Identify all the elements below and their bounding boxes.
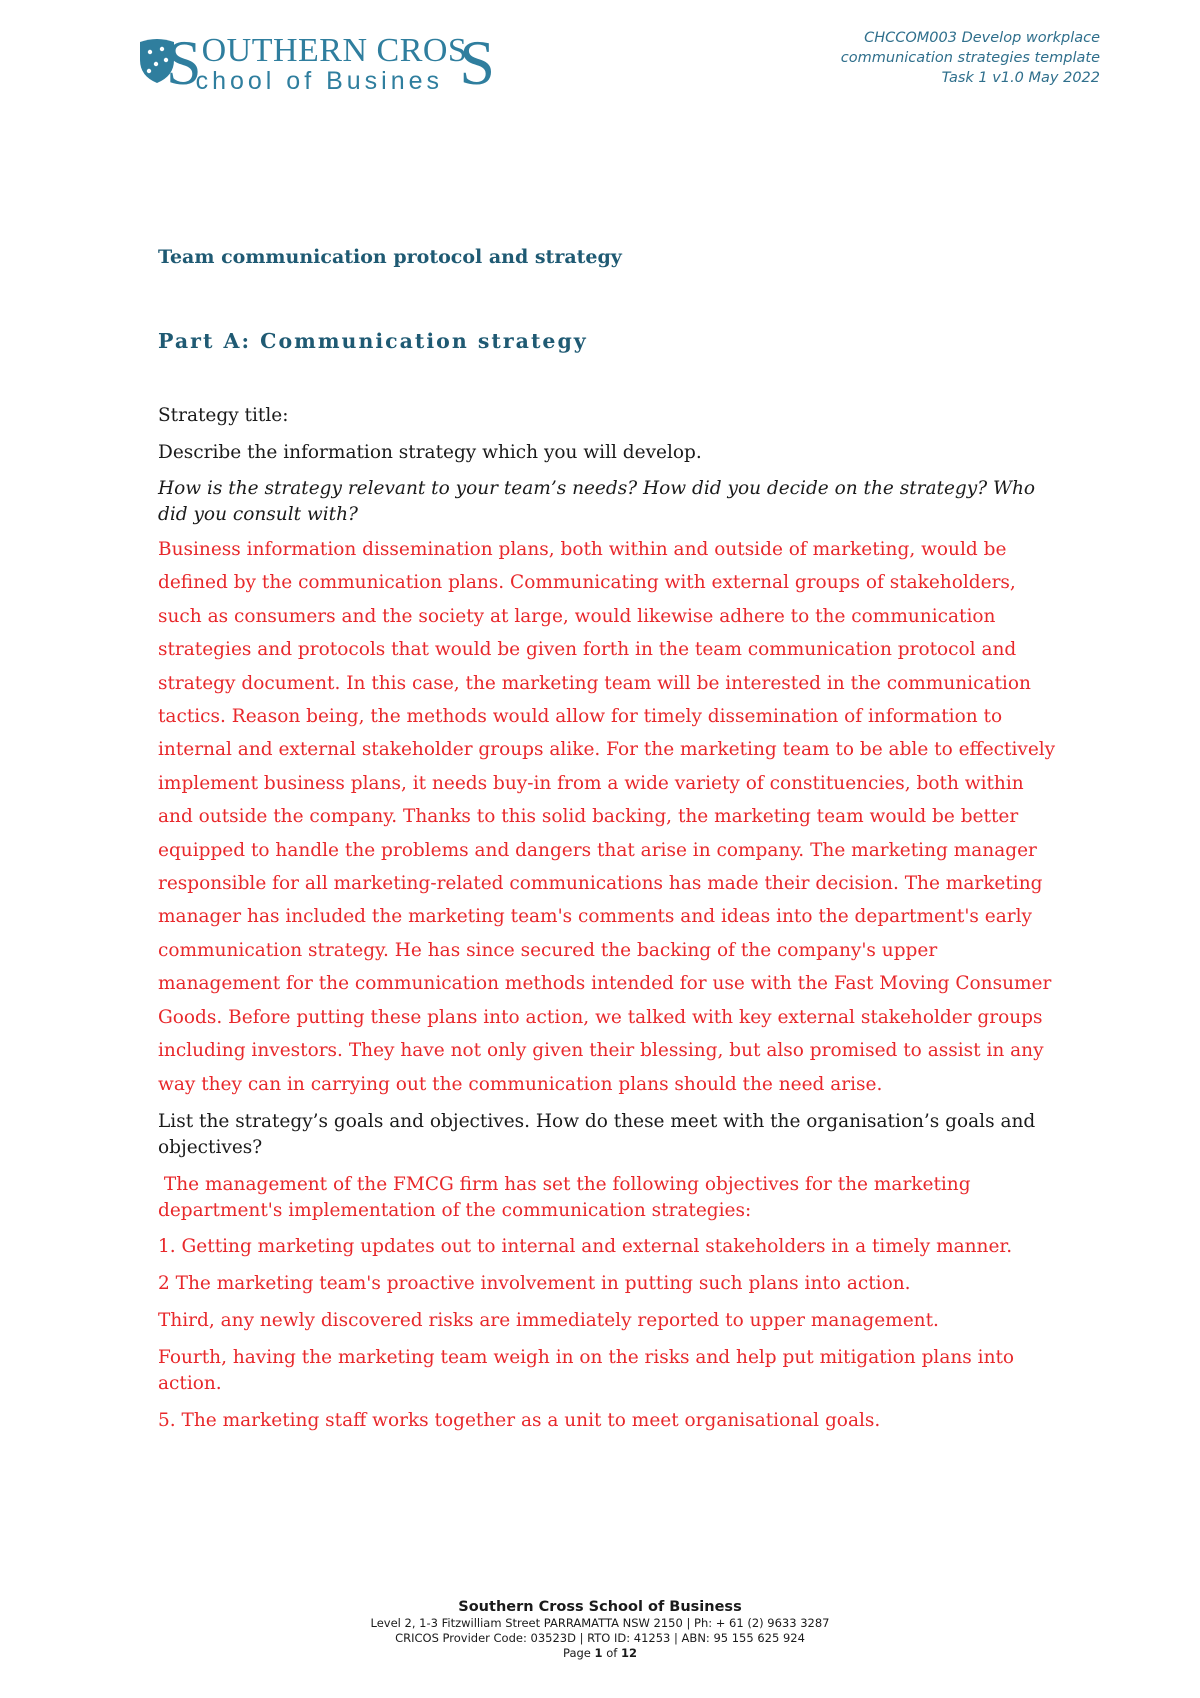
describe-prompt: Describe the information strategy which you will develop. bbox=[158, 442, 702, 463]
relevance-prompt: How is the strategy relevant to your team’s needs? How did you decide on the strategy? Who did you consult with? bbox=[158, 478, 1036, 525]
page-of: of bbox=[606, 1646, 618, 1660]
footer-codes: CRICOS Provider Code: 03523D | RTO ID: 41253 | ABN: 95 155 625 924 bbox=[395, 1631, 805, 1645]
document-title: Team communication protocol and strategy bbox=[158, 246, 622, 268]
page-total: 12 bbox=[620, 1646, 637, 1660]
document-header-info bbox=[841, 28, 1100, 88]
goal-item: 1. Getting marketing updates out to internal and external stakeholders in a timely manner. bbox=[158, 1235, 1013, 1257]
school-logo bbox=[138, 27, 495, 98]
page-current: 1 bbox=[594, 1646, 603, 1660]
goals-prompt: List the strategy’s goals and objectives. How do these meet with the organisation’s goals and objectives? bbox=[158, 1110, 1036, 1158]
page-footer bbox=[0, 1598, 1200, 1661]
goal-item: Fourth, having the marketing team weigh in on the risks and help put mitigation plans into action. bbox=[158, 1346, 1015, 1394]
logo-line-2: chool of Busines bbox=[195, 67, 444, 95]
header-line-3: Task 1 v1.0 May 2022 bbox=[941, 70, 1100, 86]
logo-initial: S bbox=[166, 27, 202, 98]
goals-intro: The management of the FMCG firm has set the following objectives for the marketing department's implementation of the communication strategies: bbox=[158, 1173, 977, 1221]
strategy-title-label: Strategy title: bbox=[158, 405, 289, 426]
document-body bbox=[158, 246, 1058, 1434]
header-line-2: communication strategies template bbox=[840, 50, 1100, 66]
logo-line-1: OUTHERN CROS bbox=[201, 32, 468, 69]
page-label: Page bbox=[563, 1646, 591, 1660]
goal-item: 2 The marketing team's proactive involvement in putting such plans into action. bbox=[158, 1272, 911, 1294]
goal-item: 5. The marketing staff works together as a unit to meet organisational goals. bbox=[158, 1409, 881, 1431]
footer-org-name: Southern Cross School of Business bbox=[458, 1599, 742, 1615]
goal-item: Third, any newly discovered risks are immediately reported to upper management. bbox=[158, 1309, 939, 1331]
answer-paragraph: Business information dissemination plans, both within and outside of marketing, would be defined by the communication plans. Communicating with external groups of stakeholders, such as consumers and the society at large, would likewise adhere to the communication strategies and protocols that would be given forth in the team communication protocol and strategy document. In this case, the marketing team will be interested in the communication tactics. Reason being, the methods would allow for timely dissemination of information to internal and external stakeholder groups alike. For the marketing team to be able to effectively implement business plans, it needs buy-in from a wide variety of constituencies, both within and outside the company. Thanks to this solid backing, the marketing team would be better equipped to handle the problems and dangers that arise in company. The marketing manager responsible for all marketing-related communications has made their decision. The marketing manager has included the marketing team's comments and ideas into the department's early communication strategy. He has since secured the backing of the company's upper management for the communication methods intended for use with the Fast Moving Consumer Goods. Before putting these plans into action, we talked with key external stakeholder groups including investors. They have not only given their blessing, but also promised to assist in any way they can in carrying out the communication plans should the need arise. bbox=[158, 539, 1056, 1095]
logo-wordmark bbox=[195, 32, 468, 95]
header-line-1: CHCCOM003 Develop workplace bbox=[864, 30, 1100, 46]
footer-address: Level 2, 1-3 Fitzwilliam Street PARRAMATTA NSW 2150 | Ph: + 61 (2) 9633 3287 bbox=[370, 1616, 830, 1630]
logo-final: S bbox=[459, 27, 495, 98]
page-number bbox=[0, 1646, 1200, 1661]
part-heading: Part A: Communication strategy bbox=[158, 329, 588, 353]
